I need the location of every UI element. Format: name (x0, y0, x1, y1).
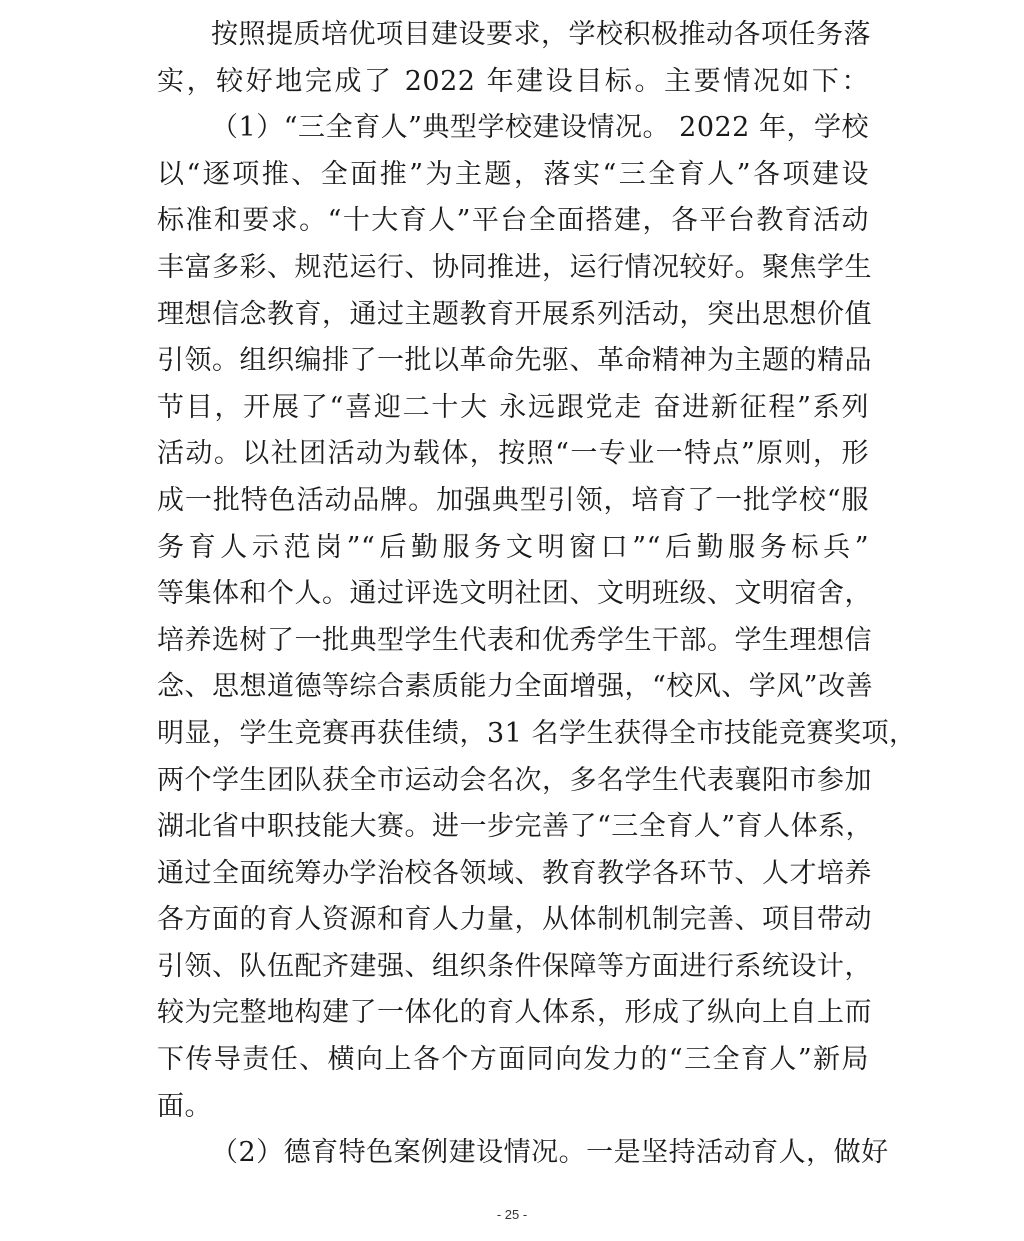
text-line: （1）“三全育人”典型学校建设情况。 2022 年，学校 (211, 112, 869, 144)
text-line: 引领。组织编排了一批以革命先驱、革命精神为主题的精品 (157, 345, 872, 377)
text-line: 引领、队伍配齐建强、组织条件保障等方面进行系统设计， (157, 950, 872, 982)
text-line: 面。 (157, 1090, 212, 1122)
text-line: 通过全面统筹办学治校各领域、教育教学各环节、人才培养 (157, 857, 872, 889)
text-line: 理想信念教育，通过主题教育开展系列活动，突出思想价值 (157, 298, 872, 330)
text-line: 按照提质培优项目建设要求，学校积极推动各项任务落 (211, 19, 871, 50)
text-line: 两个学生团队获全市运动会名次，多名学生代表襄阳市参加 (157, 764, 872, 796)
text-line: 实，较好地完成了 2022 年建设目标。主要情况如下： (157, 65, 869, 97)
text-line: 各方面的育人资源和育人力量，从体制机制完善、项目带动 (157, 904, 872, 936)
text-line: 培养选树了一批典型学生代表和优秀学生干部。学生理想信 (157, 624, 872, 656)
text-line: 等集体和个人。通过评选文明社团、文明班级、文明宿舍， (157, 578, 872, 610)
body-text (157, 12, 917, 1177)
text-line: 务育人示范岗”“后勤服务文明窗口”“后勤服务标兵” (157, 531, 869, 563)
text-line: 活动。以社团活动为载体，按照“一专业一特点”原则，形 (157, 438, 869, 470)
text-line: 标准和要求。“十大育人”平台全面搭建，各平台教育活动 (157, 205, 869, 237)
text-line: 节目，开展了“喜迎二十大 永远跟党走 奋进新征程”系列 (157, 391, 869, 423)
text-line: 较为完整地构建了一体化的育人体系，形成了纵向上自上而 (157, 997, 872, 1029)
text-line: （2）德育特色案例建设情况。一是坚持活动育人，做好 (211, 1137, 889, 1169)
text-line: 丰富多彩、规范运行、协同推进，运行情况较好。聚焦学生 (157, 251, 872, 283)
text-line: 以“逐项推、全面推”为主题，落实“三全育人”各项建设 (157, 158, 869, 190)
text-line: 湖北省中职技能大赛。进一步完善了“三全育人”育人体系， (157, 811, 874, 843)
page-number: - 25 - (496, 1207, 528, 1222)
text-line: 明显，学生竞赛再获佳绩，31 名学生获得全市技能竞赛奖项， (157, 717, 917, 749)
text-line: 念、思想道德等综合素质能力全面增强，“校风、学风”改善 (157, 671, 874, 703)
text-line: 下传导责任、横向上各个方面同向发力的“三全育人”新局 (157, 1044, 869, 1076)
text-line: 成一批特色活动品牌。加强典型引领，培育了一批学校“服 (157, 484, 869, 516)
